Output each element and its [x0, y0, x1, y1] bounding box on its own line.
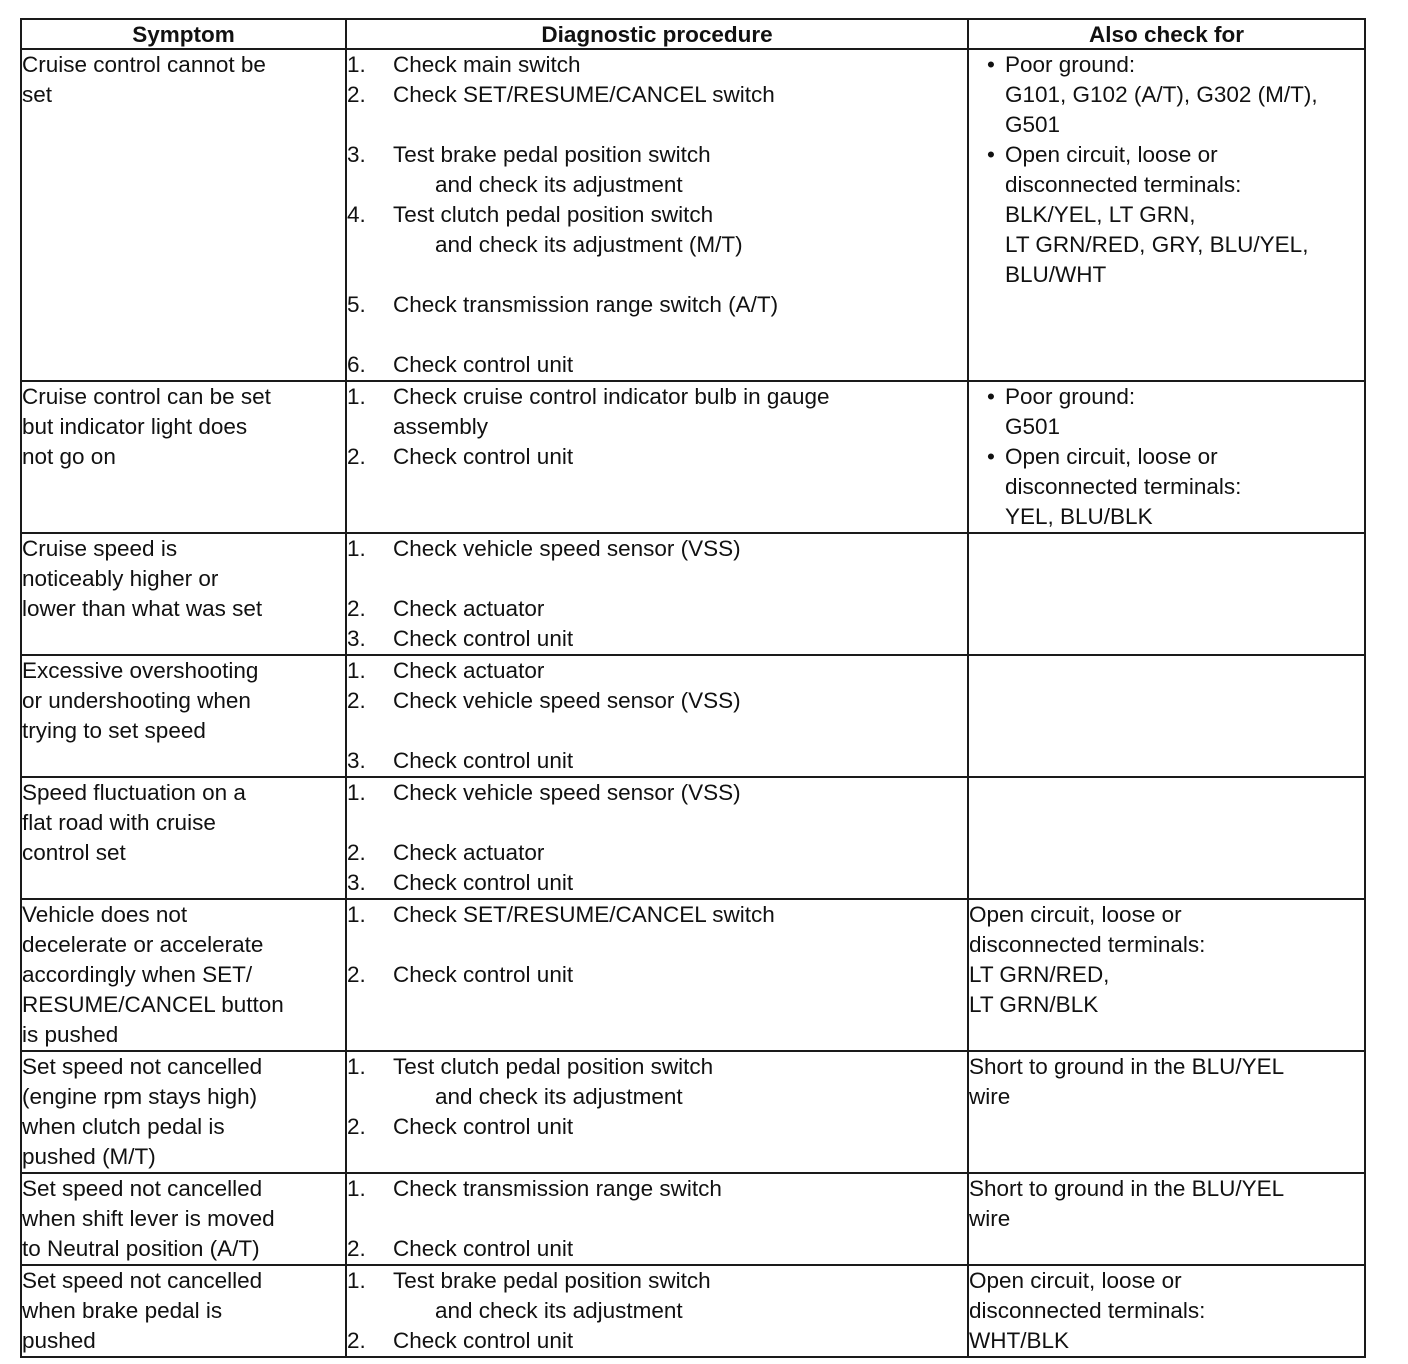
symptom-line: flat road with cruise [22, 810, 216, 835]
table-row [21, 655, 1365, 777]
symptom-line: when clutch pedal is [22, 1114, 225, 1139]
bullet-icon [977, 80, 1005, 110]
symptom-line: noticeably higher or [22, 566, 219, 591]
also-check-line: LT GRN/BLK [969, 992, 1099, 1017]
symptom-line: Cruise speed is [22, 536, 178, 561]
also-check-line: Short to ground in the BLU/YEL [969, 1054, 1285, 1079]
procedure-step [347, 80, 967, 110]
step-number: 1. [347, 52, 366, 77]
step-text: Check SET/RESUME/CANCEL switch [393, 82, 775, 107]
symptom-line: Set speed not cancelled [22, 1176, 263, 1201]
step-text: Check cruise control indicator bulb in gauge [393, 384, 830, 409]
symptom-line: Excessive overshooting [22, 658, 259, 683]
also-check-line: LT GRN/RED, [969, 962, 1110, 987]
symptom-cell [21, 777, 346, 899]
also-check-line: Open circuit, loose or [969, 902, 1182, 927]
table-row [21, 381, 1365, 533]
bullet-icon [977, 412, 1005, 442]
table-row [21, 1173, 1365, 1265]
also-check-line [977, 230, 1364, 260]
step-number: 3. [347, 626, 366, 651]
step-number: 6. [347, 352, 366, 377]
also-check-line [977, 110, 1364, 140]
spacer [347, 716, 967, 746]
symptom-line: control set [22, 840, 126, 865]
also-check-line [977, 200, 1364, 230]
procedure-step-continuation: and check its adjustment [435, 1298, 683, 1323]
also-check-cell [968, 899, 1365, 1051]
step-number: 1. [347, 780, 366, 805]
step-text: Test brake pedal position switch [393, 142, 711, 167]
procedure-cell [346, 49, 968, 381]
also-check-text: Poor ground: [1005, 384, 1136, 409]
step-text: Check transmission range switch [393, 1176, 722, 1201]
symptom-line: but indicator light does [22, 414, 248, 439]
also-check-text: Open circuit, loose or [1005, 142, 1218, 167]
procedure-cell [346, 381, 968, 533]
also-check-text: G501 [1005, 414, 1061, 439]
step-text: Check control unit [393, 352, 574, 377]
symptom-line: is pushed [22, 1022, 119, 1047]
symptom-line: Cruise control can be set [22, 384, 271, 409]
step-number: 4. [347, 202, 366, 227]
symptom-line: Speed fluctuation on a [22, 780, 246, 805]
bullet-icon [977, 502, 1005, 532]
also-check-line [977, 412, 1364, 442]
bullet-icon: • [987, 444, 995, 469]
procedure-cell [346, 1051, 968, 1173]
procedure-step [347, 290, 967, 320]
step-text: Check vehicle speed sensor (VSS) [393, 536, 741, 561]
also-check-text: LT GRN/RED, GRY, BLU/YEL, [1005, 232, 1309, 257]
step-text: Check control unit [393, 748, 574, 773]
procedure-step [347, 594, 967, 624]
bullet-icon [977, 260, 1005, 290]
step-number: 3. [347, 870, 366, 895]
symptom-cell [21, 49, 346, 381]
spacer [347, 564, 967, 594]
step-number: 5. [347, 292, 366, 317]
procedure-step [347, 350, 967, 380]
also-check-line [977, 80, 1364, 110]
also-check-line [977, 382, 1364, 412]
step-number: 1. [347, 902, 366, 927]
symptom-cell [21, 1051, 346, 1173]
bullet-icon: • [987, 52, 995, 77]
procedure-step-continuation: and check its adjustment [435, 1084, 683, 1109]
step-number: 1. [347, 1268, 366, 1293]
table-row [21, 49, 1365, 381]
procedure-step [347, 140, 967, 170]
spacer [347, 110, 967, 140]
also-check-line [977, 472, 1364, 502]
step-text: Check control unit [393, 1236, 574, 1261]
symptom-line: lower than what was set [22, 596, 263, 621]
step-text: Check actuator [393, 840, 545, 865]
procedure-step [347, 442, 967, 472]
bullet-icon [977, 230, 1005, 260]
symptom-line: Vehicle does not [22, 902, 188, 927]
header-row [21, 19, 1365, 49]
symptom-cell [21, 381, 346, 533]
step-number: 2. [347, 596, 366, 621]
step-text: Test clutch pedal position switch [393, 202, 714, 227]
procedure-step [347, 1234, 967, 1264]
bullet-icon [977, 472, 1005, 502]
procedure-step [347, 1174, 967, 1204]
also-check-cell [968, 381, 1365, 533]
also-check-text: G101, G102 (A/T), G302 (M/T), [1005, 82, 1318, 107]
bullet-icon [977, 170, 1005, 200]
procedure-step [347, 382, 967, 412]
also-check-text: YEL, BLU/BLK [1005, 504, 1153, 529]
symptom-cell [21, 1265, 346, 1357]
step-text: Check control unit [393, 626, 574, 651]
spacer [347, 260, 967, 290]
table-row [21, 899, 1365, 1051]
step-text: Check transmission range switch (A/T) [393, 292, 779, 317]
bullet-icon [977, 110, 1005, 140]
step-text: Check main switch [393, 52, 581, 77]
procedure-cell [346, 1173, 968, 1265]
symptom-line: or undershooting when [22, 688, 251, 713]
symptom-line: when shift lever is moved [22, 1206, 275, 1231]
also-check-text: disconnected terminals: [1005, 172, 1242, 197]
symptom-line: (engine rpm stays high) [22, 1084, 258, 1109]
procedure-step-continuation: and check its adjustment [435, 172, 683, 197]
spacer [347, 320, 967, 350]
symptom-line: pushed (M/T) [22, 1144, 156, 1169]
also-check-cell [968, 1051, 1365, 1173]
step-text: Check vehicle speed sensor (VSS) [393, 780, 741, 805]
bullet-icon [977, 200, 1005, 230]
procedure-step-continuation: assembly [393, 414, 489, 439]
symptom-line: set [22, 82, 53, 107]
step-number: 1. [347, 658, 366, 683]
bullet-icon: • [987, 384, 995, 409]
table-row [21, 1265, 1365, 1357]
step-number: 1. [347, 384, 366, 409]
step-text: Check SET/RESUME/CANCEL switch [393, 902, 775, 927]
step-number: 2. [347, 840, 366, 865]
bullet-icon: • [987, 142, 995, 167]
symptom-line: to Neutral position (A/T) [22, 1236, 260, 1261]
symptom-cell [21, 1173, 346, 1265]
step-text: Check vehicle speed sensor (VSS) [393, 688, 741, 713]
procedure-step [347, 1266, 967, 1296]
also-check-line [977, 502, 1364, 532]
table-row [21, 1051, 1365, 1173]
procedure-step [347, 1112, 967, 1142]
step-text: Test clutch pedal position switch [393, 1054, 714, 1079]
also-check-cell [968, 655, 1365, 777]
also-check-cell [968, 49, 1365, 381]
procedure-step [347, 50, 967, 80]
symptom-line: accordingly when SET/ [22, 962, 253, 987]
procedure-cell [346, 1265, 968, 1357]
procedure-cell [346, 533, 968, 655]
procedure-cell [346, 899, 968, 1051]
also-check-line [977, 50, 1364, 80]
step-number: 1. [347, 1054, 366, 1079]
symptom-line: Set speed not cancelled [22, 1268, 263, 1293]
step-text: Check actuator [393, 596, 545, 621]
also-check-line: Open circuit, loose or [969, 1268, 1182, 1293]
also-check-text: BLK/YEL, LT GRN, [1005, 202, 1196, 227]
step-text: Check control unit [393, 444, 574, 469]
also-check-text: BLU/WHT [1005, 262, 1107, 287]
also-check-cell [968, 1265, 1365, 1357]
symptom-cell [21, 899, 346, 1051]
also-check-line [977, 442, 1364, 472]
procedure-step-continuation: and check its adjustment (M/T) [435, 232, 743, 257]
step-number: 2. [347, 962, 366, 987]
procedure-step [347, 838, 967, 868]
header-diagnostic-procedure: Diagnostic procedure [346, 19, 968, 49]
step-number: 2. [347, 82, 366, 107]
procedure-step [347, 746, 967, 776]
symptom-line: pushed [22, 1328, 96, 1353]
step-number: 2. [347, 688, 366, 713]
step-number: 1. [347, 1176, 366, 1201]
step-number: 2. [347, 1236, 366, 1261]
procedure-step [347, 534, 967, 564]
also-check-line [977, 260, 1364, 290]
also-check-line: disconnected terminals: [969, 1298, 1206, 1323]
also-check-line: wire [969, 1206, 1011, 1231]
header-symptom: Symptom [21, 19, 346, 49]
symptom-line: Cruise control cannot be [22, 52, 266, 77]
step-text: Check control unit [393, 1328, 574, 1353]
also-check-text: Poor ground: [1005, 52, 1136, 77]
also-check-line: wire [969, 1084, 1011, 1109]
step-number: 2. [347, 1114, 366, 1139]
step-text: Check actuator [393, 658, 545, 683]
symptom-line: Set speed not cancelled [22, 1054, 263, 1079]
symptom-line: decelerate or accelerate [22, 932, 264, 957]
procedure-step [347, 686, 967, 716]
header-also-check-for: Also check for [968, 19, 1365, 49]
procedure-step [347, 778, 967, 808]
symptom-cell [21, 655, 346, 777]
also-check-line: WHT/BLK [969, 1328, 1070, 1353]
step-number: 2. [347, 1328, 366, 1353]
step-number: 3. [347, 748, 366, 773]
also-check-line [977, 170, 1364, 200]
step-number: 3. [347, 142, 366, 167]
also-check-cell [968, 533, 1365, 655]
step-text: Check control unit [393, 1114, 574, 1139]
symptom-line: not go on [22, 444, 116, 469]
symptom-line: when brake pedal is [22, 1298, 223, 1323]
step-text: Check control unit [393, 870, 574, 895]
also-check-cell [968, 777, 1365, 899]
also-check-text: disconnected terminals: [1005, 474, 1242, 499]
step-number: 2. [347, 444, 366, 469]
symptom-line: trying to set speed [22, 718, 206, 743]
table-row [21, 777, 1365, 899]
also-check-line: disconnected terminals: [969, 932, 1206, 957]
table-body [21, 49, 1365, 1357]
step-text: Test brake pedal position switch [393, 1268, 711, 1293]
spacer [347, 930, 967, 960]
procedure-cell [346, 655, 968, 777]
troubleshooting-table [20, 18, 1366, 1358]
procedure-step [347, 1326, 967, 1356]
procedure-step [347, 200, 967, 230]
procedure-step [347, 868, 967, 898]
symptom-cell [21, 533, 346, 655]
procedure-step [347, 624, 967, 654]
also-check-text: G501 [1005, 112, 1061, 137]
spacer [347, 1204, 967, 1234]
procedure-step [347, 900, 967, 930]
also-check-text: Open circuit, loose or [1005, 444, 1218, 469]
step-number: 1. [347, 536, 366, 561]
also-check-cell [968, 1173, 1365, 1265]
spacer [347, 808, 967, 838]
step-text: Check control unit [393, 962, 574, 987]
procedure-cell [346, 777, 968, 899]
table-row [21, 533, 1365, 655]
procedure-step [347, 656, 967, 686]
also-check-line [977, 140, 1364, 170]
procedure-step [347, 960, 967, 990]
symptom-line: RESUME/CANCEL button [22, 992, 284, 1017]
procedure-step [347, 1052, 967, 1082]
also-check-line: Short to ground in the BLU/YEL [969, 1176, 1285, 1201]
